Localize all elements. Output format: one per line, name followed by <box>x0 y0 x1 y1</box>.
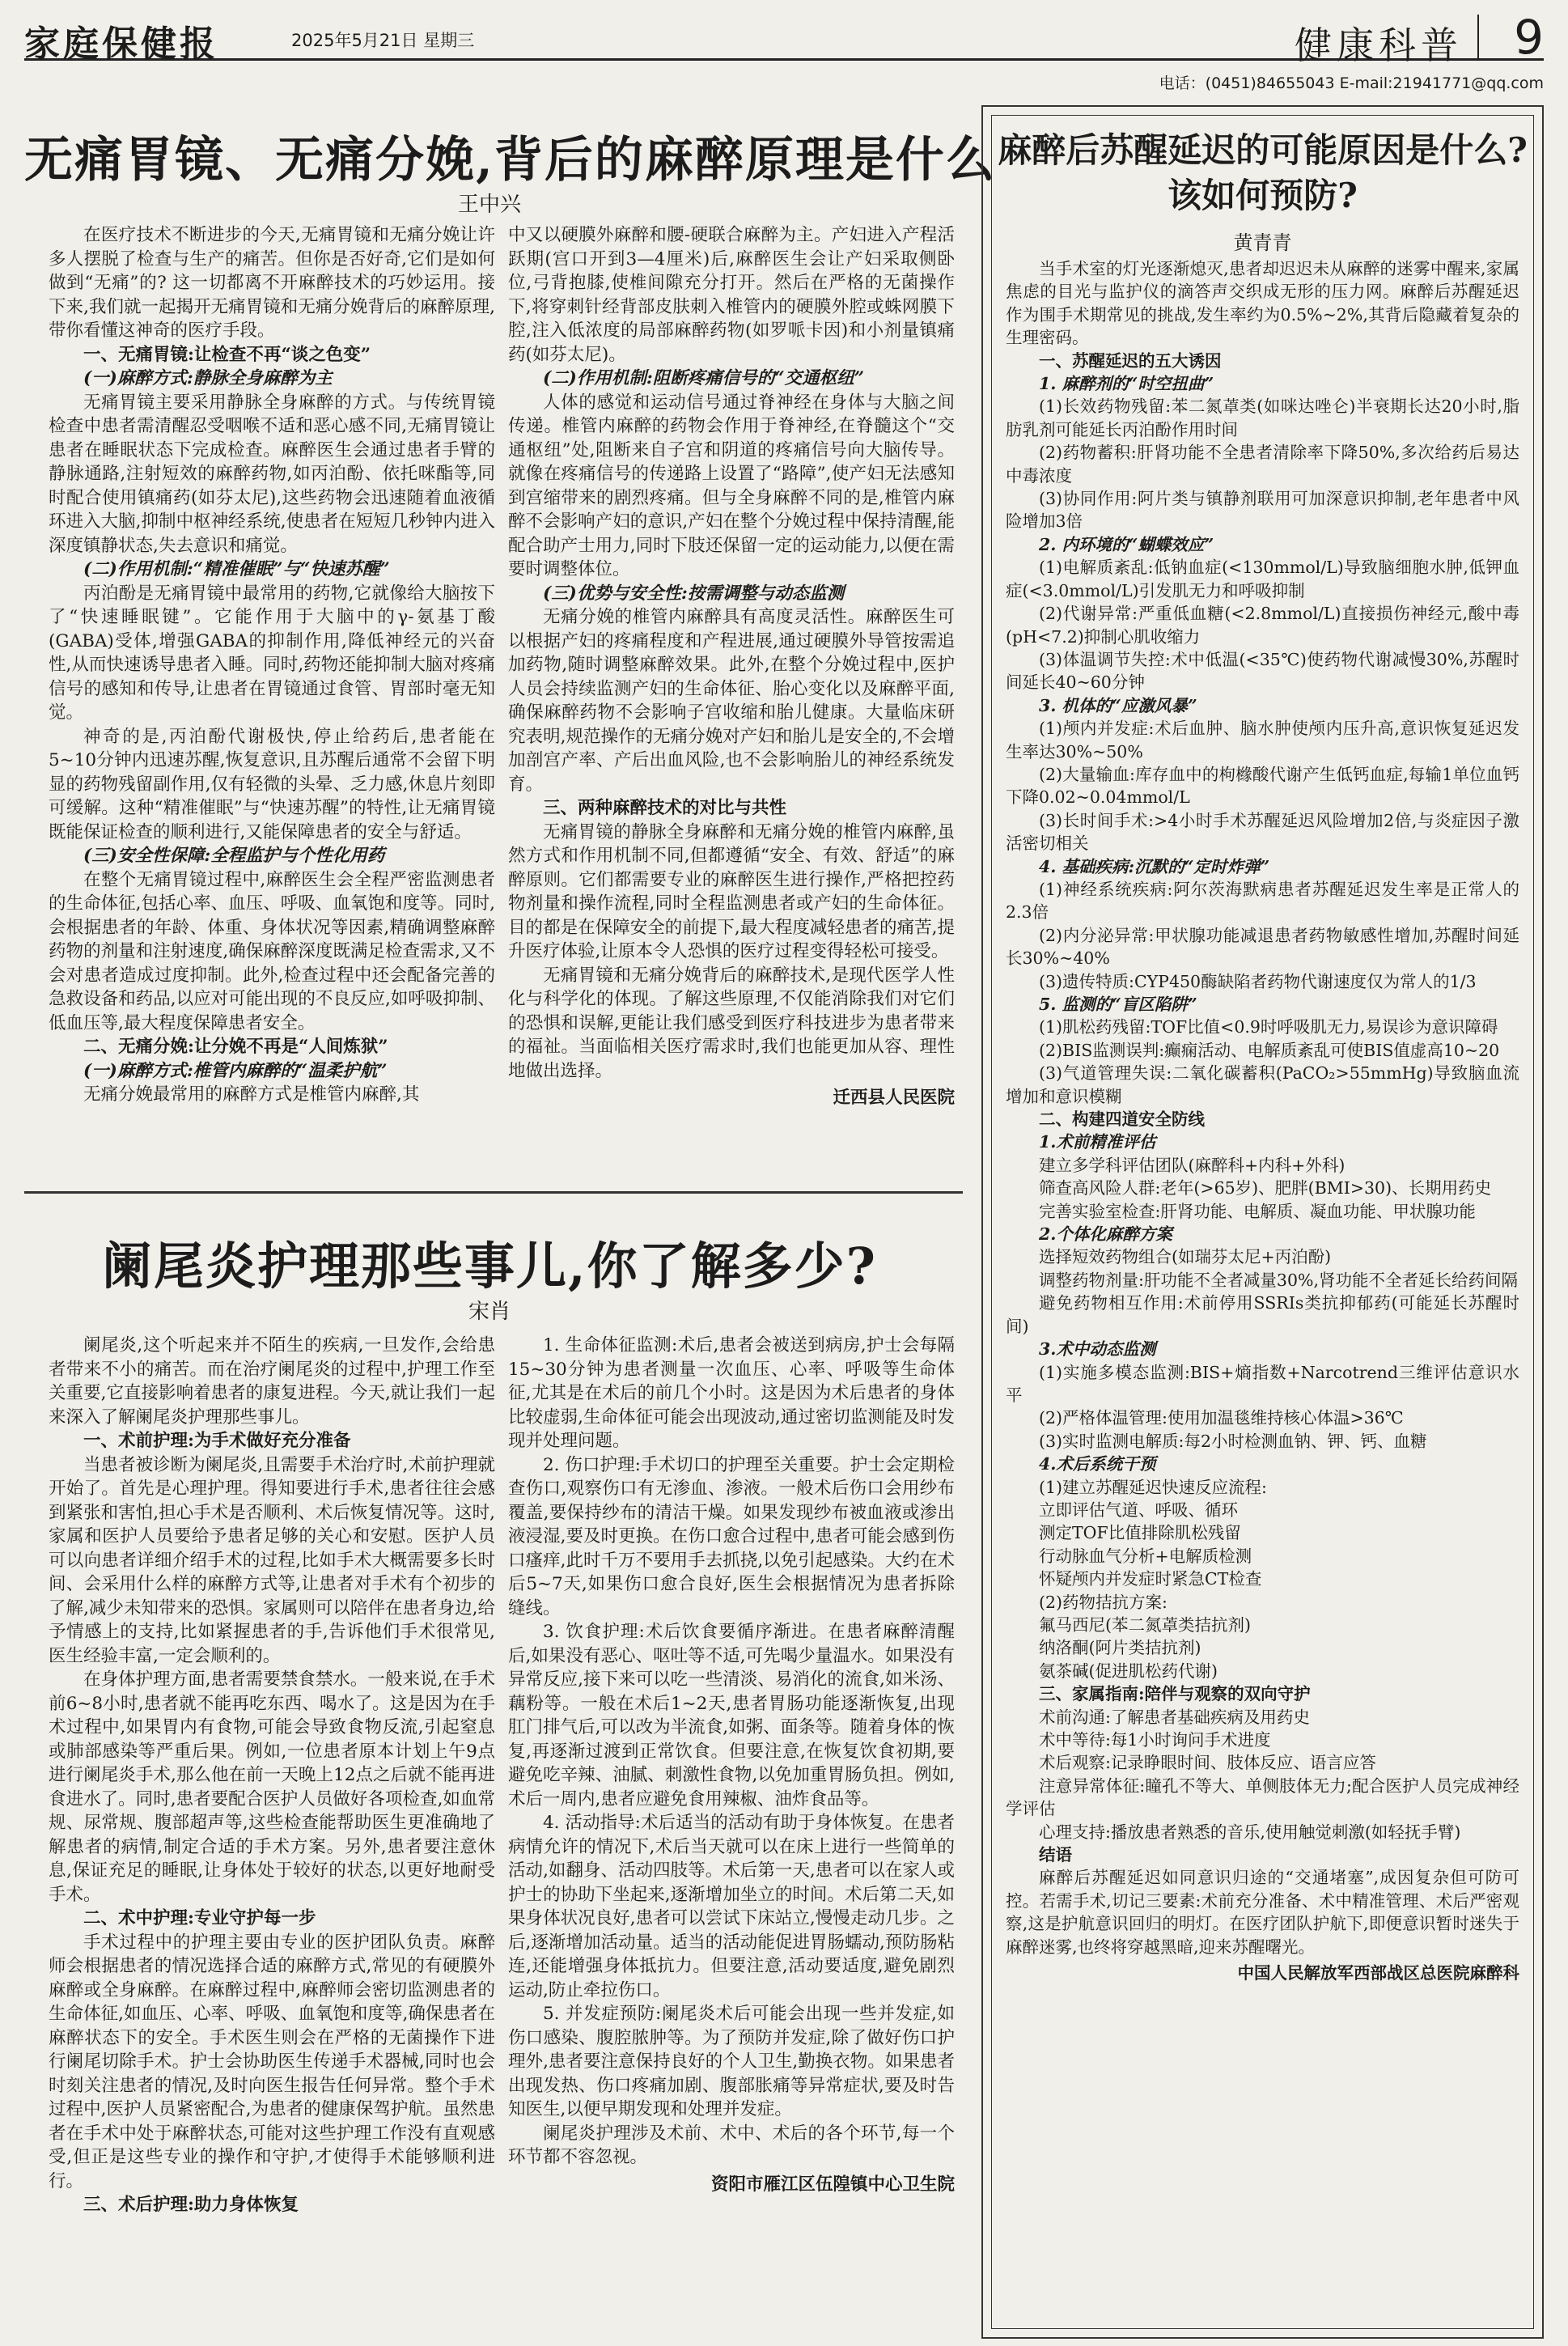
paragraph: (2)大量输血:库存血中的枸橼酸代谢产生低钙血症,每输1单位血钙下降0.02~0.04mmol/L <box>1006 764 1519 808</box>
contact-info: 电话：(0451)84655043 E-mail:21941771@qq.com <box>1159 74 1544 92</box>
paper-date: 2025年5月21日 星期三 <box>291 31 475 50</box>
section-heading: 三、家属指南:陪伴与观察的双向守护 <box>1039 1684 1311 1704</box>
section-heading: 一、无痛胃镜:让检查不再“谈之色变” <box>83 344 371 365</box>
paragraph: 1. 生命体征监测:术后,患者会被送到病房,护士会每隔15~30分钟为患者测量一次血压、心率、呼吸等生命体征,尤其是在术后的前几个小时。这是因为术后患者的身体比较虚弱,生命体征可能会出现波动,通过密切监测能及时发现并处理问题。 <box>508 1335 955 1451</box>
paragraph: (3)气道管理失误:二氧化碳蓄积(PaCO₂>55mmHg)导致脑血流增加和意识模糊 <box>1006 1063 1519 1106</box>
paragraph: 无痛分娩的椎管内麻醉具有高度灵活性。麻醉医生可以根据产妇的疼痛程度和产程进展,通过硬膜外导管按需追加药物,随时调整麻醉效果。此外,在整个分娩过程中,医护人员会持续监测产妇的生命体征、胎心变化以及麻醉平面,确保麻醉药物不会影响子宫收缩和胎儿健康。大量临床研究表明,规范操作的无痛分娩对产妇和胎儿是安全的,不会增加剖宫产率、产后出血风险,也不会影响胎儿的神经系统发育。 <box>508 607 955 795</box>
section-heading: 一、苏醒延迟的五大诱因 <box>1039 350 1222 371</box>
section-heading: 二、无痛分娩:让分娩不再是“人间炼狱” <box>83 1037 388 1057</box>
article1-column-1 <box>49 223 495 1181</box>
paragraph: 调整药物剂量:肝功能不全者减量30%,肾功能不全者延长给药间隔 <box>1039 1270 1518 1290</box>
paragraph: 纳洛酮(阿片类拮抗剂) <box>1039 1638 1201 1658</box>
paragraph: 筛查高风险人群:老年(>65岁)、肥胖(BMI>30)、长期用药史 <box>1039 1178 1492 1198</box>
paragraph: 5. 并发症预防:阑尾炎术后可能会出现一些并发症,如伤口感染、腹腔脓肿等。为了预防并发症,除了做好伤口护理外,患者要注意保持良好的个人卫生,勤换衣物。如果患者出现发热、伤口疼痛加剧、腹部胀痛等异常症状,要及时告知医生,以便早期发现和处理并发症。 <box>508 2004 955 2119</box>
paragraph: 在医疗技术不断进步的今天,无痛胃镜和无痛分娩让许多人摆脱了检查与生产的痛苦。但你是否好奇,它们是如何做到“无痛”的? 这一切都离不开麻醉技术的巧妙运用。接下来,我们就一起揭开无痛胃镜和无痛分娩背后的麻醉原理,带你看懂这神奇的医疗手段。 <box>49 225 495 341</box>
paragraph: (3)遗传特质:CYP450酶缺陷者药物代谢速度仅为常人的1/3 <box>1039 971 1477 991</box>
subsection-heading: 3.术中动态监测 <box>1039 1339 1156 1360</box>
paragraph: 怀疑颅内并发症时紧急CT检查 <box>1039 1569 1262 1589</box>
article1-column-2 <box>508 223 955 1181</box>
paragraph: (2)药物蓄积:肝肾功能不全患者清除率下降50%,多次给药后易达中毒浓度 <box>1006 443 1519 486</box>
paragraph: (1)电解质紊乱:低钠血症(<130mmol/L)导致脑细胞水肿,低钾血症(<3.0mmol/L)引发肌无力和呼吸抑制 <box>1006 558 1519 600</box>
subsection-heading: (一)麻醉方式:静脉全身麻醉为主 <box>83 368 333 388</box>
paragraph: 3. 饮食护理:术后饮食要循序渐进。在患者麻醉清醒后,如果没有恶心、呕吐等不适,可先喝少量温水。如果没有异常反应,接下来可以吃一些清淡、易消化的流食,如米汤、藕粉等。一般在术后1~2天,患者胃肠功能逐渐恢复,出现肛门排气后,可以改为半流食,如粥、面条等。随着身体的恢复,再逐渐过渡到正常饮食。但要注意,在恢复饮食初期,要避免吃辛辣、油腻、刺激性食物,以免加重胃肠负担。例如,术后一周内,患者应避免食用辣椒、油炸食品等。 <box>508 1622 955 1809</box>
paragraph: (3)协同作用:阿片类与镇静剂联用可加深意识抑制,老年患者中风险增加3倍 <box>1006 489 1519 532</box>
article2-author: 宋肖 <box>468 1300 511 1324</box>
author-organization: 迁西县人民医院 <box>833 1088 955 1108</box>
paragraph: 选择短效药物组合(如瑞芬太尼+丙泊酚) <box>1039 1247 1332 1267</box>
paragraph: (1)肌松药残留:TOF比值<0.9时呼吸肌无力,易误诊为意识障碍 <box>1039 1017 1498 1037</box>
article2-column-2 <box>508 1334 955 2333</box>
section-heading: 二、构建四道安全防线 <box>1039 1109 1205 1130</box>
article2-title: 阑尾炎护理那些事儿,你了解多少? <box>102 1237 877 1296</box>
paragraph: 4. 活动指导:术后适当的活动有助于身体恢复。在患者病情允许的情况下,术后当天就可以在床上进行一些简单的活动,如翻身、活动四肢等。术后第一天,患者可以在家人或护士的协助下坐起来,逐渐增加坐立的时间。术后第二天,如果身体状况良好,患者可以尝试下床站立,慢慢走动几步。之后,逐渐增加活动量。适当的活动能促进胃肠蠕动,预防肠粘连,还能增强身体抵抗力。但要注意,活动要适度,避免剧烈运动,防止牵拉伤口。 <box>508 1813 955 2000</box>
paragraph: (2)代谢异常:严重低血糖(<2.8mmol/L)直接损伤神经元,酸中毒(pH<7.2)抑制心肌收缩力 <box>1006 604 1519 647</box>
paragraph: 建立多学科评估团队(麻醉科+内科+外科) <box>1039 1155 1346 1175</box>
paragraph: (3)体温调节失控:术中低温(<35℃)使药物代谢减慢30%,苏醒时间延长40~60分钟 <box>1006 649 1519 693</box>
subsection-heading: 4. 基础疾病:沉默的“定时炸弹” <box>1039 856 1270 876</box>
paragraph: (1)实施多模态监测:BIS+熵指数+Narcotrend三维评估意识水平 <box>1006 1362 1519 1405</box>
masthead-divider <box>1477 15 1479 58</box>
paragraph: (1)建立苏醒延迟快速反应流程: <box>1039 1477 1267 1497</box>
section-heading: 二、术中护理:专业守护每一步 <box>83 1908 316 1928</box>
section-name: 健康科普 <box>1295 23 1463 67</box>
paragraph: (1)长效药物残留:苯二氮䓬类(如咪达唑仑)半衰期长达20小时,脂肪乳剂可能延长丙泊酚作用时间 <box>1006 397 1519 439</box>
paragraph: 氟马西尼(苯二氮䓬类拮抗剂) <box>1039 1614 1251 1635</box>
paragraph: (2)BIS监测误判:癫痫活动、电解质紊乱可使BIS值虚高10~20 <box>1039 1040 1500 1060</box>
sidebar-title-line2: 该如何预防? <box>1168 176 1358 215</box>
paragraph: 术后观察:记录睁眼时间、肢体反应、语言应答 <box>1039 1753 1376 1773</box>
section-heading: 结语 <box>1039 1845 1072 1865</box>
paragraph: 在整个无痛胃镜过程中,麻醉医生会全程严密监测患者的生命体征,包括心率、血压、呼吸、血氧饱和度等。同时,会根据患者的年龄、体重、身体状况等因素,精确调整麻醉药物的剂量和注射速度,确保麻醉深度既满足检查需求,又不会对患者造成过度抑制。此外,检查过程中还会配备完善的急救设备和药品,以应对可能出现的不良反应,如呼吸抑制、低血压等,最大程度保障患者安全。 <box>49 869 495 1033</box>
paragraph: (2)药物拮抗方案: <box>1039 1592 1168 1612</box>
subsection-heading: (三)优势与安全性:按需调整与动态监测 <box>543 583 845 604</box>
subsection-heading: (二)作用机制:“精准催眠”与“快速苏醒” <box>83 559 390 579</box>
article1-author: 王中兴 <box>457 193 521 217</box>
paragraph: (2)严格体温管理:使用加温毯维持核心体温>36℃ <box>1039 1408 1404 1428</box>
paragraph: (3)实时监测电解质:每2小时检测血钠、钾、钙、血糖 <box>1039 1431 1427 1451</box>
paragraph: 在身体护理方面,患者需要禁食禁水。一般来说,在手术前6~8小时,患者就不能再吃东西、喝水了。这是因为在手术过程中,如果胃内有食物,可能会导致食物反流,引起窒息或肺部感染等严重后果。例如,一位患者原本计划上午9点进行阑尾炎手术,那么他在前一天晚上12点之后就不能再进食进水了。同时,患者要配合医护人员做好各项检查,如血常规、尿常规、腹部超声等,这些检查能帮助医生更准确地了解患者的病情,制定合适的手术方案。另外,患者要注意休息,保证充足的睡眠,让身体处于较好的状态,以更好地耐受手术。 <box>49 1669 495 1905</box>
paragraph: 手术过程中的护理主要由专业的医护团队负责。麻醉师会根据患者的情况选择合适的麻醉方式,常见的有硬膜外麻醉或全身麻醉。在麻醉过程中,麻醉师会密切监测患者的生命体征,如血压、心率、呼吸、血氧饱和度等,确保患者在麻醉状态下的安全。手术医生则会在严格的无菌操作下进行阑尾切除手术。护士会协助医生传递手术器械,同时也会时刻关注患者的情况,及时向医生报告任何异常。整个手术过程中,医护人员紧密配合,为患者的健康保驾护航。虽然患者在手术中处于麻醉状态,可能对这些护理工作没有直观感受,但正是这些专业的操作和守护,才使得手术能够顺利进行。 <box>49 1932 495 2191</box>
paper-name: 家庭保健报 <box>24 23 218 65</box>
author-organization: 中国人民解放军西部战区总医院麻醉科 <box>1237 1963 1519 1983</box>
section-heading: 三、两种麻醉技术的对比与共性 <box>543 798 787 818</box>
paragraph: 神奇的是,丙泊酚代谢极快,停止给药后,患者能在5~10分钟内迅速苏醒,恢复意识,且苏醒后通常不会留下明显的药物残留副作用,仅有轻微的头晕、乏力感,休息片刻即可缓解。这种“精准催眠”与“快速苏醒”的特性,让无痛胃镜既能保证检查的顺利进行,又能保障患者的安全与舒适。 <box>49 726 495 842</box>
paragraph: 测定TOF比值排除肌松残留 <box>1039 1523 1241 1543</box>
subsection-heading: 3. 机体的“应激风暴” <box>1039 695 1197 715</box>
paragraph: 注意异常体征:瞳孔不等大、单侧肢体无力;配合医护人员完成神经学评估 <box>1006 1775 1519 1819</box>
paragraph: 氨茶碱(促进肌松药代谢) <box>1039 1661 1218 1681</box>
paragraph: 2. 伤口护理:手术切口的护理至关重要。护士会定期检查伤口,观察伤口有无渗血、渗液。一般术后伤口会用纱布覆盖,要保持纱布的清洁干燥。如果发现纱布被血液或渗出液浸湿,要及时更换。在伤口愈合过程中,患者可能会感到伤口瘙痒,此时千万不要用手去抓挠,以免引起感染。大约在术后5~7天,如果伤口愈合良好,医生会根据情况为患者拆除缝线。 <box>508 1454 955 1618</box>
subsection-heading: 5. 监测的“盲区陷阱” <box>1039 995 1197 1014</box>
paragraph: 当手术室的灯光逐渐熄灭,患者却迟迟未从麻醉的迷雾中醒来,家属焦虑的目光与监护仪的滴答声交织成无形的压力网。麻醉后苏醒延迟作为围手术期常见的挑战,发生率约为0.5%~2%,其背后隐藏着复杂的生理密码。 <box>1006 259 1519 348</box>
paragraph: (2)内分泌异常:甲状腺功能减退患者药物敏感性增加,苏醒时间延长30%~40% <box>1006 925 1519 969</box>
section-heading: 一、术前护理:为手术做好充分准备 <box>83 1431 351 1451</box>
paragraph: 麻醉后苏醒延迟如同意识归途的“交通堵塞”,成因复杂但可防可控。若需手术,切记三要素:术前充分准备、术中精准管理、术后严密观察,这是护航意识回归的明灯。在医疗团队护航下,即便意识暂时迷失于麻醉迷雾,也终将穿越黑暗,迎来苏醒曙光。 <box>1006 1868 1519 1957</box>
paragraph: 阑尾炎,这个听起来并不陌生的疾病,一旦发作,会给患者带来不小的痛苦。而在治疗阑尾炎的过程中,护理工作至关重要,它直接影响着患者的康复进程。今天,就让我们一起来深入了解阑尾炎护理那些事儿。 <box>49 1335 495 1428</box>
paragraph: 人体的感觉和运动信号通过脊神经在身体与大脑之间传递。椎管内麻醉的药物会作用于脊神经,在脊髓这个“交通枢纽”处,阻断来自子宫和阴道的疼痛信号向大脑传导。就像在疼痛信号的传递路上设置了“路障”,使产妇无法感知到宫缩带来的剧烈疼痛。但与全身麻醉不同的是,椎管内麻醉不会影响产妇的意识,产妇在整个分娩过程中保持清醒,能配合助产士用力,同时下肢还保留一定的运动能力,以便在需要时调整体位。 <box>508 392 955 579</box>
author-organization: 资阳市雁江区伍隍镇中心卫生院 <box>710 2174 955 2195</box>
subsection-heading: (三)安全性保障:全程监护与个性化用药 <box>83 846 385 866</box>
article1-title: 无痛胃镜、无痛分娩,背后的麻醉原理是什么 <box>24 132 996 189</box>
paragraph: (3)长时间手术:>4小时手术苏醒延迟风险增加2倍,与炎症因子激活密切相关 <box>1006 810 1519 854</box>
paragraph: 行动脉血气分析+电解质检测 <box>1039 1546 1252 1566</box>
masthead <box>24 10 1544 67</box>
paragraph: 完善实验室检查:肝肾功能、电解质、凝血功能、甲状腺功能 <box>1039 1201 1476 1221</box>
paragraph: (1)神经系统疾病:阿尔茨海默病患者苏醒延迟发生率是正常人的2.3倍 <box>1006 879 1519 923</box>
subsection-heading: 1. 麻醉剂的“时空扭曲” <box>1039 374 1214 394</box>
paragraph: 中又以硬膜外麻醉和腰-硬联合麻醉为主。产妇进入产程活跃期(宫口开到3—4厘米)后,麻醉医生会让产妇采取侧卧位,弓背抱膝,使椎间隙充分打开。然后在严格的无菌操作下,将穿刺针经背部皮肤刺入椎管内的硬膜外腔或蛛网膜下腔,注入低浓度的局部麻醉药物(如罗哌卡因)和小剂量镇痛药(如芬太尼)。 <box>508 225 955 365</box>
paragraph: (1)颅内并发症:术后血肿、脑水肿使颅内压升高,意识恢复延迟发生率达30%~50% <box>1006 719 1519 761</box>
paragraph: 术前沟通:了解患者基础疾病及用药史 <box>1039 1707 1310 1727</box>
paragraph: 当患者被诊断为阑尾炎,且需要手术治疗时,术前护理就开始了。首先是心理护理。得知要进行手术,患者往往会感到紧张和害怕,担心手术是否顺利、术后恢复情况等。这时,家属和医护人员要给予患者足够的关心和安慰。医护人员可以向患者详细介绍手术的过程,比如手术大概需要多长时间、会采用什么样的麻醉方式等,让患者对手术有个初步的了解,减少未知带来的恐惧。家属则可以陪伴在患者身边,给予情感上的支持,比如紧握患者的手,告诉他们手术很常见,医生经验丰富,一定会顺利的。 <box>49 1454 495 1666</box>
section-heading: 三、术后护理:助力身体恢复 <box>83 2195 299 2215</box>
article-separator <box>24 1191 963 1194</box>
paragraph: 无痛胃镜主要采用静脉全身麻醉的方式。与传统胃镜检查中患者需清醒忍受咽喉不适和恶心感不同,无痛胃镜让患者在睡眠状态下完成检查。麻醉医生会通过患者手臂的静脉通路,注射短效的麻醉药物,如丙泊酚、依托咪酯等,同时配合使用镇痛药(如芬太尼),这些药物会迅速随着血液循环进入大脑,抑制中枢神经系统,使患者在短短几秒钟内进入深度镇静状态,失去意识和痛觉。 <box>49 392 495 556</box>
subsection-heading: (一)麻醉方式:椎管内麻醉的“温柔护航” <box>83 1060 388 1081</box>
subsection-heading: 4.术后系统干预 <box>1039 1454 1156 1474</box>
sidebar-title <box>981 128 1544 218</box>
article2-column-1 <box>49 1334 495 2333</box>
subsection-heading: (二)作用机制:阻断疼痛信号的“交通枢纽” <box>543 368 865 388</box>
page-number: 9 <box>1514 10 1544 65</box>
paragraph: 立即评估气道、呼吸、循环 <box>1039 1500 1238 1520</box>
subsection-heading: 2. 内环境的“蝴蝶效应” <box>1039 534 1214 554</box>
paragraph: 无痛分娩最常用的麻醉方式是椎管内麻醉,其 <box>83 1084 420 1105</box>
paragraph: 阑尾炎护理涉及术前、术中、术后的各个环节,每一个环节都不容忽视。 <box>508 2123 955 2167</box>
paragraph: 避免药物相互作用:术前停用SSRIs类抗抑郁药(可能延长苏醒时间) <box>1006 1293 1519 1336</box>
sidebar-author: 黄青青 <box>1233 231 1292 254</box>
paragraph: 心理支持:播放患者熟悉的音乐,使用触觉刺激(如轻抚手臂) <box>1039 1822 1461 1842</box>
sidebar-title-line1: 麻醉后苏醒延迟的可能原因是什么? <box>998 130 1528 170</box>
paragraph: 丙泊酚是无痛胃镜中最常用的药物,它就像给大脑按下了“快速睡眠键”。它能作用于大脑中的γ-氨基丁酸(GABA)受体,增强GABA的抑制作用,降低神经元的兴奋性,从而快速诱导患者入睡。同时,药物还能抑制大脑对疼痛信号的感知和传导,让患者在胃镜通过食管、胃部时毫无知觉。 <box>49 583 495 723</box>
paragraph: 术中等待:每1小时询问手术进度 <box>1039 1730 1271 1750</box>
subsection-heading: 2.个体化麻醉方案 <box>1039 1224 1172 1245</box>
sidebar-column <box>1006 257 1519 2325</box>
paragraph: 无痛胃镜的静脉全身麻醉和无痛分娩的椎管内麻醉,虽然方式和作用机制不同,但都遵循“安全、有效、舒适”的麻醉原则。它们都需要专业的麻醉医生进行操作,严格把控药物剂量和操作流程,同时全程监测患者或产妇的生命体征。目的都是在保障安全的前提下,最大程度减轻患者的痛苦,提升医疗体验,让原本令人恐惧的医疗过程变得轻松可接受。 <box>508 821 955 961</box>
paragraph: 无痛胃镜和无痛分娩背后的麻醉技术,是现代医学人性化与科学化的体现。了解这些原理,不仅能消除我们对它们的恐惧和误解,更能让我们感受到医疗科技进步为患者带来的福祉。当面临相关医疗需求时,我们也能更加从容、理性地做出选择。 <box>508 965 955 1081</box>
subsection-heading: 1.术前精准评估 <box>1039 1132 1156 1152</box>
